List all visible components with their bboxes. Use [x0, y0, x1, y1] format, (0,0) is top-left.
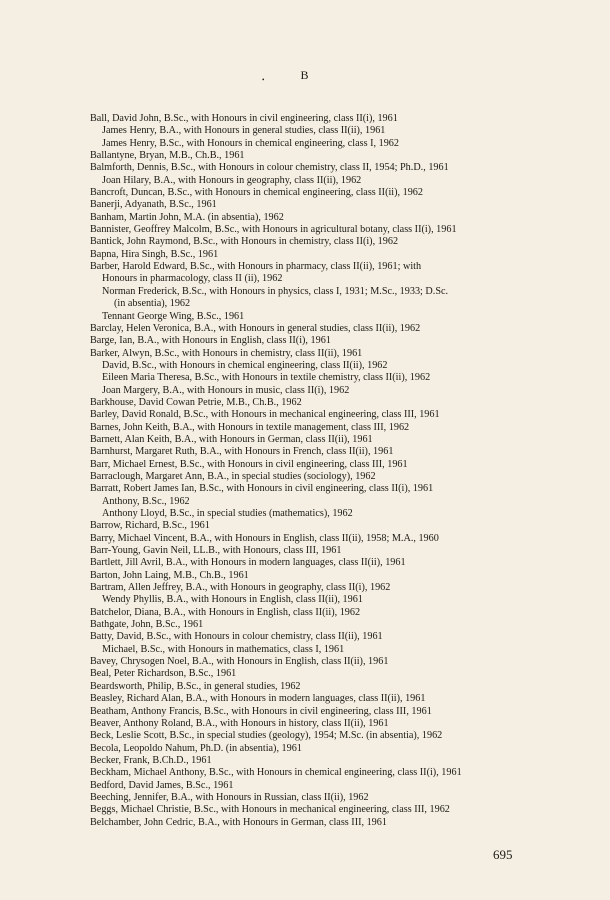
- entry-text: Bartlett, Jill Avril, B.A., with Honours in modern languages, class II(ii), 1961: [90, 557, 406, 569]
- entry-text: Bapna, Hira Singh, B.Sc., 1961: [90, 248, 219, 260]
- sub-entry: [90, 311, 517, 323]
- graduate-entry: [90, 619, 517, 631]
- graduate-entry: [90, 631, 517, 643]
- entry-text: David, B.Sc., with Honours in chemical engineering, class II(ii), 1962: [102, 359, 388, 371]
- graduate-entry: [90, 249, 517, 261]
- sub-entry: [90, 594, 517, 606]
- entry-text: Beggs, Michael Christie, B.Sc., with Honours in mechanical engineering, class III, 1962: [90, 804, 450, 816]
- graduate-entry: [90, 656, 517, 668]
- entry-text: Barnes, John Keith, B.A., with Honours in textile management, class III, 1962: [90, 421, 410, 433]
- entry-text: Batty, David, B.Sc., with Honours in colour chemistry, class II(ii), 1961: [90, 631, 383, 643]
- entry-text: Banham, Martin John, M.A. (in absentia), 1962: [90, 211, 284, 223]
- entry-text: Beaver, Anthony Roland, B.A., with Honours in history, class II(ii), 1961: [90, 717, 389, 729]
- entry-text: Bartram, Allen Jeffrey, B.A., with Honours in geography, class II(i), 1962: [90, 582, 391, 594]
- graduate-entry: [90, 261, 517, 286]
- entry-text: Barton, John Laing, M.B., Ch.B., 1961: [90, 569, 249, 581]
- entry-text: Banerji, Adyanath, B.Sc., 1961: [90, 199, 217, 211]
- graduate-entry: [90, 545, 517, 557]
- entry-text: Belchamber, John Cedric, B.A., with Honours in German, class III, 1961: [90, 816, 387, 828]
- entry-text: Barkhouse, David Cowan Petrie, M.B., Ch.B., 1962: [90, 396, 302, 408]
- graduate-entry: [90, 693, 517, 705]
- entry-text: Beeching, Jennifer, B.A., with Honours in Russian, class II(ii), 1962: [90, 791, 369, 803]
- sub-entry: [90, 496, 517, 508]
- entry-text: Tennant George Wing, B.Sc., 1961: [102, 310, 245, 322]
- entry-text: Michael, B.Sc., with Honours in mathematics, class I, 1961: [102, 643, 345, 655]
- graduate-entry: [90, 792, 517, 804]
- section-dot: •: [262, 76, 266, 84]
- graduate-entry: [90, 743, 517, 755]
- sub-entry: [90, 644, 517, 656]
- sub-entry: [90, 138, 517, 150]
- entry-continuation: Honours in pharmacology, class II (ii), 1962: [102, 273, 283, 285]
- entry-list: [90, 113, 517, 829]
- entry-text: Bantick, John Raymond, B.Sc., with Honours in chemistry, class II(i), 1962: [90, 236, 399, 248]
- entry-text: Bedford, David James, B.Sc., 1961: [90, 779, 234, 791]
- entry-text: Barrow, Richard, B.Sc., 1961: [90, 520, 210, 532]
- graduate-entry: [90, 730, 517, 742]
- entry-text: Barge, Ian, B.A., with Honours in English, class II(i), 1961: [90, 335, 331, 347]
- graduate-entry: [90, 409, 517, 421]
- entry-text: Barnhurst, Margaret Ruth, B.A., with Honours in French, class II(ii), 1961: [90, 446, 394, 458]
- entry-text: James Henry, B.A., with Honours in general studies, class II(ii), 1961: [102, 125, 386, 137]
- entry-text: Balmforth, Dennis, B.Sc., with Honours in colour chemistry, class II, 1954; Ph.D., 1961: [90, 162, 449, 174]
- graduate-entry: [90, 323, 517, 335]
- entry-text: Norman Frederick, B.Sc., with Honours in physics, class I, 1931; M.Sc., 1933; D.Sc.: [102, 285, 449, 297]
- entry-text: Ball, David John, B.Sc., with Honours in civil engineering, class II(i), 1961: [90, 113, 398, 124]
- entry-text: Beatham, Anthony Francis, B.Sc., with Honours in civil engineering, class III, 1961: [90, 705, 432, 717]
- graduate-entry: [90, 533, 517, 545]
- sub-entry: [90, 372, 517, 384]
- graduate-entry: [90, 162, 517, 174]
- entry-text: Bathgate, John, B.Sc., 1961: [90, 619, 204, 631]
- graduate-entry: [90, 755, 517, 767]
- sub-entry: [90, 175, 517, 187]
- graduate-entry: [90, 557, 517, 569]
- sub-entry: [90, 385, 517, 397]
- entry-text: Barraclough, Margaret Ann, B.A., in special studies (sociology), 1962: [90, 470, 376, 482]
- graduate-entry: [90, 570, 517, 582]
- graduate-entry: [90, 422, 517, 434]
- entry-text: Barker, Alwyn, B.Sc., with Honours in chemistry, class II(ii), 1961: [90, 347, 363, 359]
- entry-text: Bavey, Chrysogen Noel, B.A., with Honours in English, class II(ii), 1961: [90, 656, 389, 668]
- entry-text: Joan Hilary, B.A., with Honours in geography, class II(ii), 1962: [102, 174, 362, 186]
- graduate-entry: [90, 706, 517, 718]
- graduate-entry: [90, 434, 517, 446]
- entry-text: Becola, Leopoldo Nahum, Ph.D. (in absentia), 1961: [90, 742, 302, 754]
- graduate-entry: [90, 212, 517, 224]
- graduate-entry: [90, 780, 517, 792]
- entry-text: Batchelor, Diana, B.A., with Honours in English, class II(ii), 1962: [90, 606, 361, 618]
- graduate-entry: [90, 767, 517, 779]
- graduate-entry: [90, 817, 517, 829]
- graduate-entry: [90, 582, 517, 594]
- graduate-entry: [90, 236, 517, 248]
- graduate-entry: [90, 335, 517, 347]
- entry-text: Beardsworth, Philip, B.Sc., in general studies, 1962: [90, 680, 301, 692]
- entry-text: Anthony, B.Sc., 1962: [102, 495, 190, 507]
- entry-text: Barclay, Helen Veronica, B.A., with Honours in general studies, class II(ii), 1962: [90, 322, 421, 334]
- sub-entry: [90, 125, 517, 137]
- section-letter: B: [300, 68, 310, 82]
- entry-text: Barry, Michael Vincent, B.A., with Honours in English, class II(ii), 1958; M.A., 1960: [90, 532, 439, 544]
- entry-text: James Henry, B.Sc., with Honours in chemical engineering, class I, 1962: [102, 137, 399, 149]
- graduate-entry: [90, 224, 517, 236]
- graduate-entry: [90, 397, 517, 409]
- graduate-entry: [90, 607, 517, 619]
- entry-text: Barr-Young, Gavin Neil, LL.B., with Honours, class III, 1961: [90, 545, 342, 557]
- entry-text: Beal, Peter Richardson, B.Sc., 1961: [90, 668, 237, 680]
- entry-text: Anthony Lloyd, B.Sc., in special studies (mathematics), 1962: [102, 508, 353, 519]
- entry-text: Eileen Maria Theresa, B.Sc., with Honours in textile chemistry, class II(ii), 1962: [102, 372, 431, 384]
- entry-text: Barley, David Ronald, B.Sc., with Honours in mechanical engineering, class III, 1961: [90, 409, 440, 421]
- entry-text: Barr, Michael Ernest, B.Sc., with Honours in civil engineering, class III, 1961: [90, 458, 408, 470]
- sub-entry: [90, 508, 517, 520]
- entry-text: Bannister, Geoffrey Malcolm, B.Sc., with Honours in agricultural botany, class II(i), 1961: [90, 224, 457, 236]
- graduate-entry: [90, 150, 517, 162]
- graduate-entry: [90, 348, 517, 360]
- graduate-entry: [90, 668, 517, 680]
- entry-text: Barber, Harold Edward, B.Sc., with Honours in pharmacy, class II(ii), 1961; with: [90, 261, 422, 273]
- entry-text: Wendy Phyllis, B.A., with Honours in English, class II(ii), 1961: [102, 594, 363, 606]
- entry-continuation: (in absentia), 1962: [114, 298, 191, 310]
- entry-text: Barratt, Robert James Ian, B.Sc., with Honours in civil engineering, class II(i), 1961: [90, 483, 434, 495]
- entry-text: Beckham, Michael Anthony, B.Sc., with Honours in chemical engineering, class II(i), 1961: [90, 767, 462, 779]
- sub-entry: [90, 286, 517, 311]
- graduate-entry: [90, 804, 517, 816]
- entry-text: Bancroft, Duncan, B.Sc., with Honours in chemical engineering, class II(ii), 1962: [90, 187, 423, 199]
- sub-entry: [90, 360, 517, 372]
- entry-text: Ballantyne, Bryan, M.B., Ch.B., 1961: [90, 150, 245, 162]
- section-heading: [0, 68, 610, 83]
- entry-text: Barnett, Alan Keith, B.A., with Honours in German, class II(ii), 1961: [90, 433, 373, 445]
- graduate-entry: [90, 199, 517, 211]
- graduate-entry: [90, 459, 517, 471]
- graduate-entry: [90, 187, 517, 199]
- graduate-entry: [90, 681, 517, 693]
- graduate-entry: [90, 446, 517, 458]
- page-number: 695: [493, 847, 513, 862]
- entry-text: Beasley, Richard Alan, B.A., with Honours in modern languages, class II(ii), 1961: [90, 693, 426, 705]
- entry-text: Joan Margery, B.A., with Honours in music, class II(i), 1962: [102, 384, 350, 396]
- graduate-entry: [90, 113, 517, 125]
- graduate-entry: [90, 520, 517, 532]
- graduate-entry: [90, 718, 517, 730]
- entry-text: Beck, Leslie Scott, B.Sc., in special studies (geology), 1954; M.Sc. (in absentia), 1962: [90, 730, 443, 742]
- entry-text: Becker, Frank, B.Ch.D., 1961: [90, 754, 212, 766]
- graduate-entry: [90, 483, 517, 495]
- graduate-entry: [90, 471, 517, 483]
